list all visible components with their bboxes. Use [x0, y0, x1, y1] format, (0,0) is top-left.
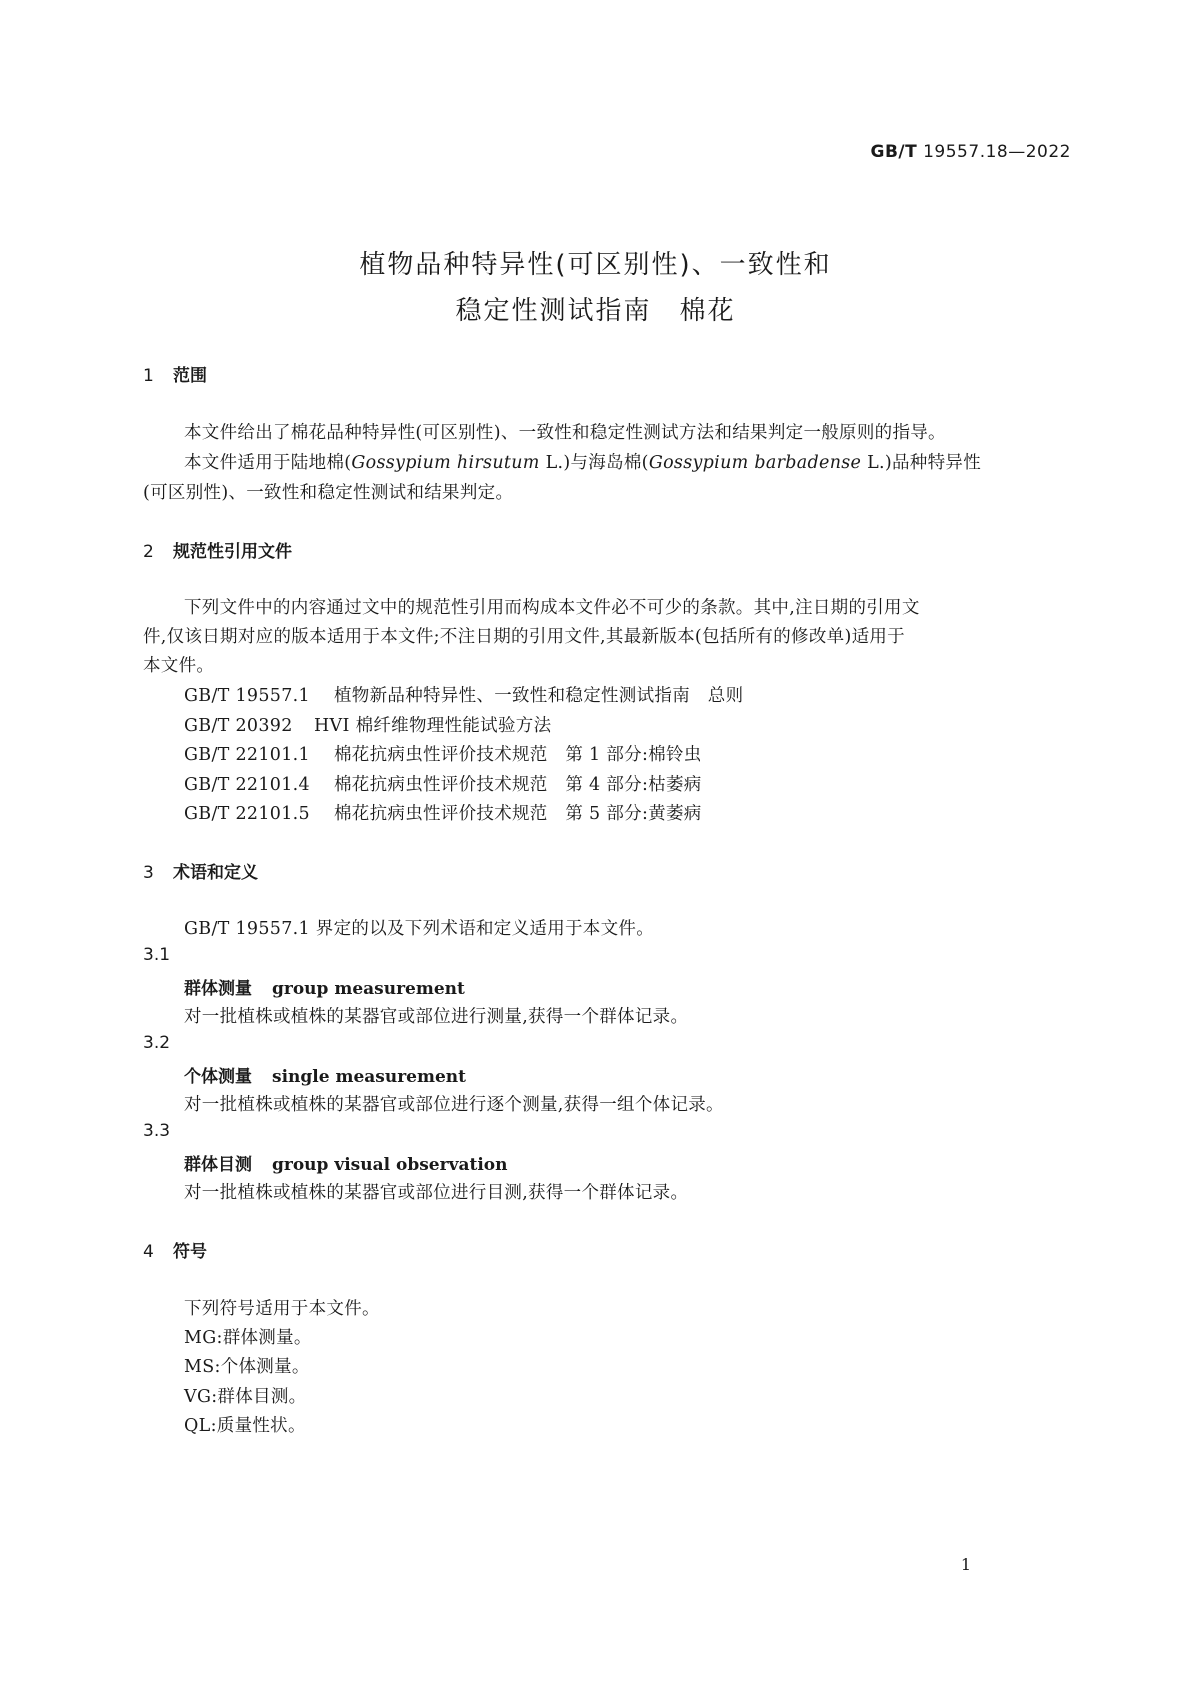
section-number: 1	[143, 366, 154, 386]
reference-title: 棉花抗病虫性评价技术规范 第 1 部分:棉铃虫	[334, 745, 702, 765]
species-name: Gossypium hirsutum	[351, 453, 540, 473]
section-title: 规范性引用文件	[173, 542, 292, 562]
section-3-intro: GB/T 19557.1 界定的以及下列术语和定义适用于本文件。	[184, 919, 654, 939]
term-number: 3.1	[143, 945, 171, 965]
reference-item	[184, 682, 743, 707]
term-heading	[184, 1150, 507, 1175]
text-run: L.)与海岛棉(	[539, 453, 649, 473]
reference-code: GB/T 20392	[184, 716, 293, 736]
reference-item	[184, 771, 702, 796]
section-4-intro: 下列符号适用于本文件。	[184, 1299, 380, 1319]
section-number: 4	[143, 1242, 154, 1262]
reference-title: 棉花抗病虫性评价技术规范 第 4 部分:枯萎病	[334, 775, 702, 795]
term-definition: 对一批植株或植株的某器官或部位进行逐个测量,获得一组个体记录。	[184, 1095, 724, 1115]
term-chinese: 个体测量	[184, 1067, 252, 1087]
section-2-intro-line-1: 下列文件中的内容通过文中的规范性引用而构成本文件必不可少的条款。其中,注日期的引用文	[184, 598, 920, 618]
text-run: L.)品种特异性	[861, 453, 981, 473]
standard-number	[870, 142, 1071, 162]
reference-item	[184, 712, 551, 737]
term-chinese: 群体目测	[184, 1155, 252, 1175]
text-run: 本文件适用于陆地棉(	[184, 453, 352, 473]
reference-title: HVI 棉纤维物理性能试验方法	[314, 716, 552, 736]
reference-title: 植物新品种特异性、一致性和稳定性测试指南 总则	[334, 686, 744, 706]
term-chinese: 群体测量	[184, 979, 252, 999]
section-title: 范围	[173, 366, 207, 386]
page-number: 1	[960, 1555, 971, 1574]
reference-code: GB/T 19557.1	[184, 686, 310, 706]
standard-code: 19557.18—2022	[923, 142, 1071, 162]
reference-code: GB/T 22101.4	[184, 775, 310, 795]
term-english: group visual observation	[272, 1155, 508, 1175]
symbol-item: VG:群体目测。	[184, 1387, 307, 1407]
term-number: 3.3	[143, 1121, 171, 1141]
section-1-paragraph-2	[184, 449, 981, 474]
section-1-paragraph-2-continued: (可区别性)、一致性和稳定性测试和结果判定。	[143, 483, 514, 503]
species-name: Gossypium barbadense	[648, 453, 862, 473]
term-heading	[184, 1062, 466, 1087]
term-english: group measurement	[272, 979, 465, 999]
section-number: 3	[143, 863, 154, 883]
section-1-heading	[143, 361, 207, 386]
section-number: 2	[143, 542, 154, 562]
section-1-paragraph-1: 本文件给出了棉花品种特异性(可区别性)、一致性和稳定性测试方法和结果判定一般原则的指导。	[184, 423, 946, 443]
symbol-item: QL:质量性状。	[184, 1416, 306, 1436]
section-2-intro-line-3: 本文件。	[143, 656, 215, 676]
term-definition: 对一批植株或植株的某器官或部位进行测量,获得一个群体记录。	[184, 1007, 689, 1027]
section-title: 术语和定义	[173, 863, 258, 883]
section-3-heading	[143, 858, 258, 883]
reference-code: GB/T 22101.5	[184, 804, 310, 824]
term-heading	[184, 974, 465, 999]
section-2-heading	[143, 537, 292, 562]
reference-code: GB/T 22101.1	[184, 745, 310, 765]
section-4-heading	[143, 1237, 207, 1262]
reference-item	[184, 741, 702, 766]
reference-item	[184, 800, 702, 825]
standard-prefix: GB/T	[870, 142, 918, 162]
section-2-intro-line-2: 件,仅该日期对应的版本适用于本文件;不注日期的引用文件,其最新版本(包括所有的修改单)适用于	[143, 627, 905, 647]
document-title-line-1: 植物品种特异性(可区别性)、一致性和	[359, 250, 832, 280]
section-title: 符号	[173, 1242, 207, 1262]
term-english: single measurement	[272, 1067, 467, 1087]
term-definition: 对一批植株或植株的某器官或部位进行目测,获得一个群体记录。	[184, 1183, 689, 1203]
symbol-item: MG:群体测量。	[184, 1328, 312, 1348]
document-title-line-2: 稳定性测试指南 棉花	[455, 296, 736, 326]
symbol-item: MS:个体测量。	[184, 1357, 310, 1377]
reference-title: 棉花抗病虫性评价技术规范 第 5 部分:黄萎病	[334, 804, 702, 824]
term-number: 3.2	[143, 1033, 171, 1053]
